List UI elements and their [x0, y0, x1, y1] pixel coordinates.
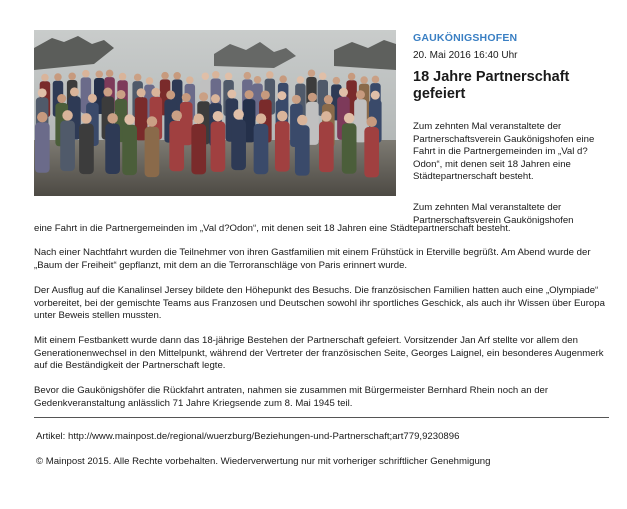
person-head	[244, 72, 252, 80]
person-body	[254, 124, 269, 174]
person-head	[137, 88, 146, 97]
person-head	[211, 94, 220, 103]
person-head	[297, 76, 305, 84]
paragraph-2: Nach einer Nachtfahrt wurden die Teilnehmer von ihren Gastfamilien mit einem Frühstück in Eterville begrüßt. Am Abend wurde der „Baum der Freiheit“ gepflanzt, mit dem an die Terroranschläge von Paris erinnert wurde.	[34, 247, 591, 271]
person-head	[227, 90, 236, 99]
person-body	[122, 125, 137, 175]
person-head	[366, 117, 377, 128]
headline: 18 Jahre Partnerschaft gefeiert	[413, 69, 570, 102]
person-head	[62, 110, 73, 121]
person-body	[169, 121, 184, 171]
person-head	[254, 76, 261, 84]
person-body	[191, 124, 206, 174]
person-head	[333, 77, 341, 85]
person-head	[171, 110, 182, 121]
person-head	[308, 93, 317, 102]
person-head	[212, 71, 220, 79]
person-head	[344, 113, 355, 124]
person-head	[57, 94, 66, 103]
person-head	[356, 90, 365, 99]
person-head	[151, 88, 160, 97]
person-head	[266, 71, 274, 79]
person-head	[225, 73, 233, 81]
person-head	[371, 91, 380, 100]
person-body	[105, 124, 120, 174]
person-body	[60, 121, 75, 171]
person-body	[295, 125, 310, 175]
person-body	[231, 120, 246, 170]
person-head	[117, 90, 126, 99]
person-head	[202, 72, 210, 80]
article-link[interactable]: Artikel: http://www.mainpost.de/regional/wuerzburg/Beziehungen-und-Partnerschaft;art779,9230896	[36, 431, 460, 442]
paragraph-1: eine Fahrt in die Partnergemeinden im „Val d?Odon“, mit denen seit 18 Jahren eine Städtepartnerschaft besteht.	[34, 223, 511, 234]
person-head	[308, 69, 316, 77]
copyright-notice: © Mainpost 2015. Alle Rechte vorbehalten. Wiederverwertung nur mit vorheriger schriftlicher Genehmigung	[36, 456, 491, 467]
person-head	[256, 113, 267, 124]
person-head	[279, 75, 287, 83]
person-body	[79, 124, 94, 174]
person-head	[70, 87, 79, 96]
person-head	[107, 113, 118, 124]
person-head	[324, 95, 333, 104]
person-head	[41, 74, 49, 82]
person-head	[106, 70, 114, 78]
person-head	[38, 88, 47, 97]
person-head	[103, 88, 112, 97]
person-head	[297, 115, 308, 126]
person-head	[321, 111, 332, 122]
divider	[34, 417, 609, 418]
person-body	[211, 121, 226, 171]
person-head	[360, 76, 368, 84]
person-head	[54, 73, 62, 81]
person-head	[292, 95, 301, 104]
person-head	[96, 71, 104, 79]
person-head	[339, 88, 348, 97]
person-head	[186, 76, 194, 84]
person-head	[124, 114, 135, 125]
paragraph-5: Bevor die Gaukönigshöfer die Rückfahrt antraten, nahmen sie zusammen mit Bürgermeister Bernhard Rhein noch an der Gedenkveranstaltung anlässlich 71 Jahre Kriegsende zum 8. Mai 1945 teil.	[34, 385, 549, 409]
department-label: GAUKÖNIGSHOFEN	[413, 32, 518, 44]
person-body	[364, 127, 379, 177]
person-body	[145, 127, 160, 177]
person-body	[342, 123, 357, 173]
person-head	[372, 76, 380, 84]
person-head	[277, 91, 286, 100]
paragraph-3: Der Ausflug auf die Kanalinsel Jersey bildete den Höhepunkt des Besuchs. Die französischen Familien hatten auch eine „Olympiade“ vorbereitet, bei der gemischte Teams aus Franzosen und Deutschen sowohl ihr sportliches Geschick, als auch ihr Wissen über Europa unter Beweis stellen mussten.	[34, 285, 605, 322]
person-head	[348, 73, 356, 81]
person-body	[275, 121, 290, 171]
person-head	[213, 111, 224, 122]
publish-date: 20. Mai 2016 16:40 Uhr	[413, 50, 518, 61]
person-head	[182, 93, 191, 102]
person-head	[82, 70, 90, 78]
person-head	[161, 72, 169, 80]
article-header	[413, 32, 609, 227]
person-body	[319, 122, 334, 172]
person-head	[193, 113, 204, 124]
intro-lead: Zum zehnten Mal veranstaltete der Partnerschaftsverein Gaukönigshofen	[413, 201, 574, 226]
person-head	[233, 109, 244, 120]
person-head	[119, 73, 127, 81]
group-photo-illustration	[34, 30, 396, 196]
teaser-text: Zum zehnten Mal veranstaltete der Partnerschaftsverein Gaukönigshofen eine Fahrt in die Partnergemeinden im „Val d?Odon“, mit denen seit 18 Jahren eine Städtepartnerschaft besteht.	[413, 121, 595, 183]
person-head	[68, 73, 76, 81]
person-head	[319, 72, 327, 80]
paragraph-4: Mit einem Festbankett wurde dann das 18-jährige Bestehen der Partnerschaft gefeiert. Vorsitzender Jan Arf stellte vor allem den Generationenwechsel in den Mittelpunkt, während der Vertreter der französischen Seite, Georges Laignel, ein besonderes Augenmerk auf die Beständigkeit der Partnerschaft legte.	[34, 335, 604, 372]
person-head	[81, 113, 92, 124]
person-head	[173, 72, 181, 80]
person-head	[146, 77, 154, 85]
person-head	[261, 90, 270, 99]
person-head	[134, 74, 142, 82]
group-photo	[34, 30, 396, 196]
person-body	[35, 122, 50, 172]
person-head	[166, 90, 175, 99]
person-head	[88, 94, 97, 103]
person-head	[245, 90, 254, 99]
person-head	[277, 111, 288, 122]
person-head	[147, 116, 158, 127]
person-head	[199, 92, 208, 101]
person-head	[37, 112, 48, 123]
